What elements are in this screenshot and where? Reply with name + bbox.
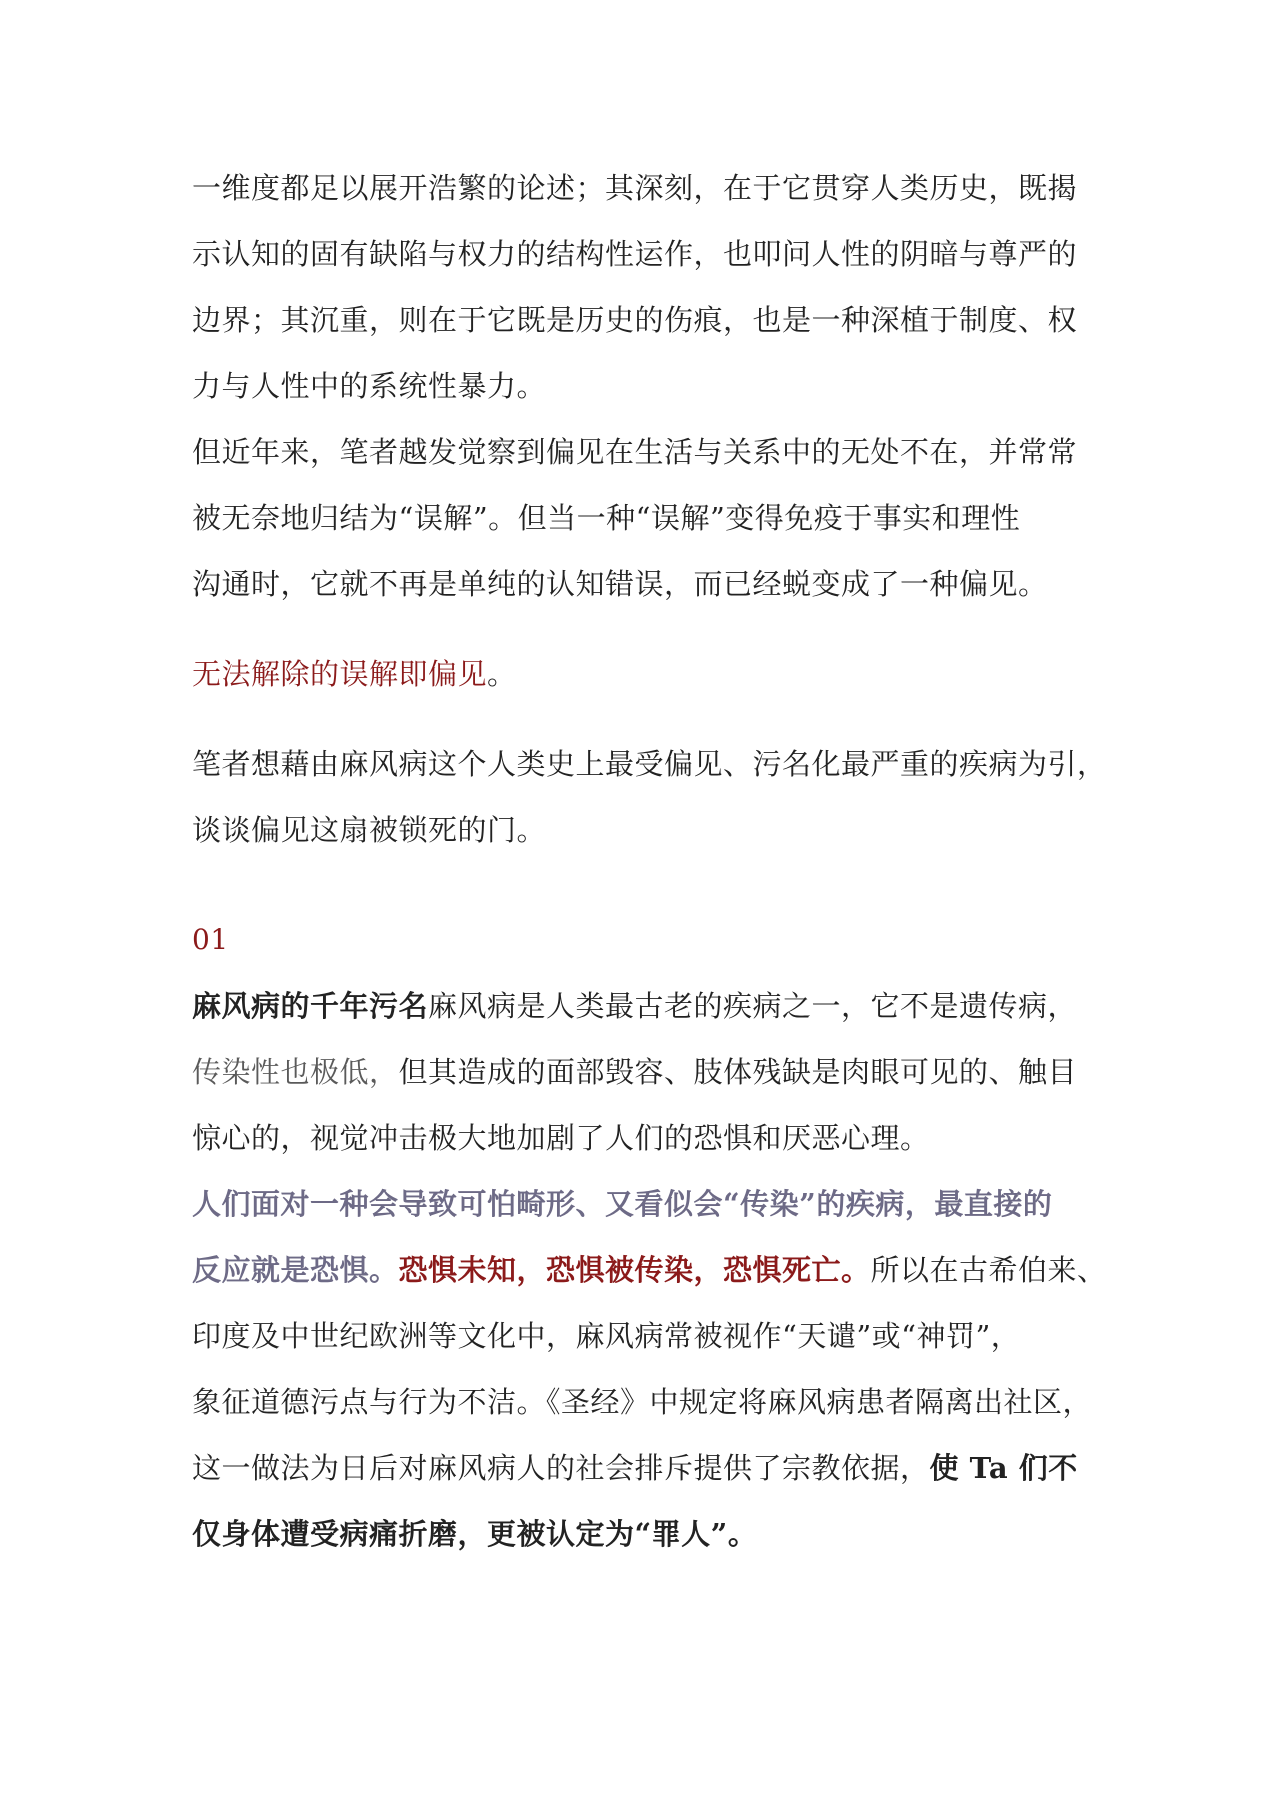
text-line: 一维度都足以展开浩繁的论述；其深刻，在于它贯穿人类历史，既揭	[192, 171, 1078, 205]
highlight-text: 无法解除的误解即偏见	[192, 657, 488, 691]
text-segment: 所以在古希伯来、	[870, 1253, 1107, 1287]
text-line	[192, 1435, 1092, 1501]
text-line: 印度及中世纪欧洲等文化中，麻风病常被视作“天谴”或“神罚”，	[192, 1319, 1021, 1353]
section-01	[192, 907, 1107, 1567]
emphasis-segment: 反应就是恐惧。	[192, 1253, 399, 1287]
text-line	[192, 973, 1092, 1039]
text-line: 沟通时，它就不再是单纯的认知错误，而已经蜕变成了一种偏见。	[192, 567, 1048, 601]
observation-paragraph	[192, 419, 1092, 617]
text-segment: 但其造成的面部毁容、肢体残缺是肉眼可见的、触目	[398, 1055, 1078, 1089]
text-line: 边界；其沉重，则在于它既是历史的伤痕，也是一种深植于制度、权	[192, 303, 1078, 337]
intro-paragraph	[192, 155, 1092, 419]
highlight-punct: 。	[487, 657, 517, 691]
text-line: 被无奈地归结为“误解”。但当一种“误解”变得免疫于事实和理性	[192, 501, 1021, 535]
emphasis-line: 人们面对一种会导致可怕畸形、又看似会“传染”的疾病，最直接的	[192, 1187, 1053, 1221]
text-line: 但近年来，笔者越发觉察到偏见在生活与关系中的无处不在，并常常	[192, 435, 1078, 469]
text-line	[192, 1237, 1107, 1303]
text-line	[192, 1039, 1092, 1105]
text-segment: 麻风病是人类最古老的疾病之一，它不是遗传病，	[428, 989, 1078, 1023]
bold-line: 仅身体遭受病痛折磨，更被认定为“罪人”。	[192, 1517, 758, 1551]
text-line: 象征道德污点与行为不洁。《圣经》中规定将麻风病患者隔离出社区，	[192, 1385, 1093, 1419]
text-line: 示认知的固有缺陷与权力的结构性运作，也叩问人性的阴暗与尊严的	[192, 237, 1078, 271]
section-number: 01	[192, 923, 229, 956]
text-line: 笔者想藉由麻风病这个人类史上最受偏见、污名化最严重的疾病为引，	[192, 747, 1107, 781]
text-line: 惊心的，视觉冲击极大地加剧了人们的恐惧和厌恶心理。	[192, 1121, 930, 1155]
text-segment: 这一做法为日后对麻风病人的社会排斥提供了宗教依据，	[192, 1451, 930, 1485]
document-page	[192, 155, 1107, 1567]
bold-segment: 使 Ta 们不	[929, 1451, 1078, 1485]
fear-emphasis: 恐惧未知，恐惧被传染，恐惧死亡。	[398, 1253, 871, 1287]
text-line: 谈谈偏见这扇被锁死的门。	[192, 813, 547, 847]
purpose-paragraph	[192, 731, 1107, 863]
section-heading: 麻风病的千年污名	[192, 989, 429, 1023]
text-segment: 传染性也极低，	[192, 1055, 399, 1089]
highlight-statement	[192, 641, 1092, 707]
text-line: 力与人性中的系统性暴力。	[192, 369, 547, 403]
